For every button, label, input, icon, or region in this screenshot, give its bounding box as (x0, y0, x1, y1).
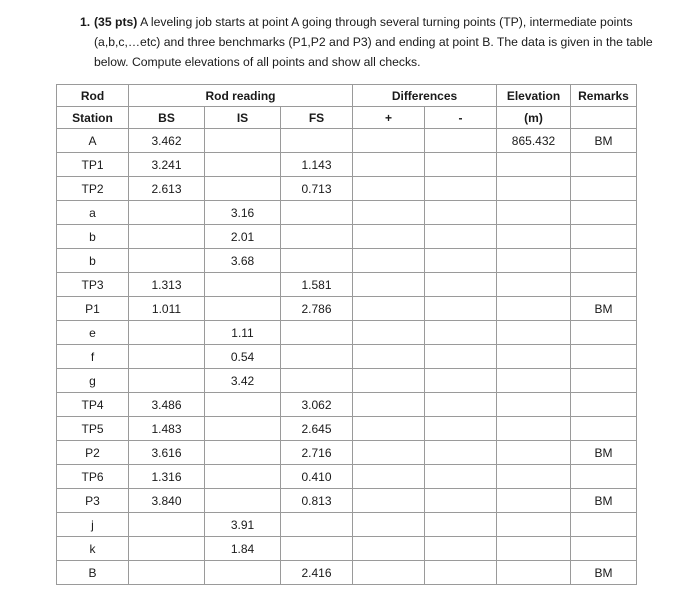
remark-cell (571, 201, 637, 225)
elevation-cell (497, 201, 571, 225)
plus-cell (353, 489, 425, 513)
remark-cell (571, 417, 637, 441)
table-row (57, 537, 637, 561)
header-remarks: Remarks (571, 85, 637, 107)
plus-cell (353, 177, 425, 201)
fs-cell (281, 537, 353, 561)
elevation-cell (497, 273, 571, 297)
table-row (57, 441, 637, 465)
remark-cell (571, 513, 637, 537)
table-row (57, 297, 637, 321)
fs-cell (281, 345, 353, 369)
plus-cell (353, 537, 425, 561)
bs-cell (129, 537, 205, 561)
elevation-cell (497, 441, 571, 465)
is-cell: 1.84 (205, 537, 281, 561)
minus-cell (425, 201, 497, 225)
fs-cell: 0.813 (281, 489, 353, 513)
fs-cell (281, 129, 353, 153)
station-cell: e (57, 321, 129, 345)
remark-cell (571, 537, 637, 561)
station-cell: P2 (57, 441, 129, 465)
elevation-cell (497, 465, 571, 489)
is-cell: 3.68 (205, 249, 281, 273)
station-cell: g (57, 369, 129, 393)
plus-cell (353, 393, 425, 417)
table-row (57, 369, 637, 393)
fs-cell (281, 225, 353, 249)
table-row (57, 201, 637, 225)
elevation-cell (497, 489, 571, 513)
fs-cell (281, 369, 353, 393)
station-cell: P3 (57, 489, 129, 513)
header-elevation: Elevation (497, 85, 571, 107)
question-text: A leveling job starts at point A going through several turning points (TP), intermediate points (a,b,c,…etc) and three benchmarks (P1,P2 and P3) and ending at point B. The data is given in the table below. Compute elevations of all points and show all checks. (94, 15, 653, 69)
minus-cell (425, 177, 497, 201)
fs-cell: 2.645 (281, 417, 353, 441)
fs-cell: 2.716 (281, 441, 353, 465)
header-station: Station (57, 107, 129, 129)
is-cell (205, 153, 281, 177)
is-cell: 3.91 (205, 513, 281, 537)
header-remarks-blank (571, 107, 637, 129)
bs-cell: 1.316 (129, 465, 205, 489)
minus-cell (425, 417, 497, 441)
table-row (57, 561, 637, 585)
elevation-cell (497, 249, 571, 273)
fs-cell: 2.786 (281, 297, 353, 321)
header-rod-reading: Rod reading (129, 85, 353, 107)
table-row (57, 153, 637, 177)
bs-cell: 1.011 (129, 297, 205, 321)
question-text-block (94, 12, 670, 72)
fs-cell: 0.410 (281, 465, 353, 489)
elevation-cell (497, 225, 571, 249)
remark-cell: BM (571, 297, 637, 321)
fs-cell: 3.062 (281, 393, 353, 417)
table-row (57, 393, 637, 417)
minus-cell (425, 537, 497, 561)
table-row (57, 465, 637, 489)
remark-cell (571, 345, 637, 369)
minus-cell (425, 441, 497, 465)
minus-cell (425, 249, 497, 273)
table-row (57, 129, 637, 153)
fs-cell (281, 249, 353, 273)
remark-cell (571, 321, 637, 345)
plus-cell (353, 441, 425, 465)
plus-cell (353, 561, 425, 585)
is-cell (205, 561, 281, 585)
elevation-cell (497, 393, 571, 417)
minus-cell (425, 153, 497, 177)
elevation-cell (497, 561, 571, 585)
elevation-cell (497, 537, 571, 561)
plus-cell (353, 321, 425, 345)
is-cell: 0.54 (205, 345, 281, 369)
header-plus: + (353, 107, 425, 129)
elevation-cell (497, 177, 571, 201)
plus-cell (353, 297, 425, 321)
is-cell (205, 417, 281, 441)
bs-cell (129, 369, 205, 393)
plus-cell (353, 129, 425, 153)
minus-cell (425, 129, 497, 153)
is-cell (205, 393, 281, 417)
elevation-cell (497, 513, 571, 537)
station-cell: B (57, 561, 129, 585)
question-number: 1. (80, 15, 91, 29)
header-differences: Differences (353, 85, 497, 107)
is-cell (205, 177, 281, 201)
elevation-cell (497, 297, 571, 321)
plus-cell (353, 225, 425, 249)
fs-cell: 1.143 (281, 153, 353, 177)
minus-cell (425, 225, 497, 249)
table-row (57, 321, 637, 345)
bs-cell: 1.313 (129, 273, 205, 297)
elevation-cell (497, 369, 571, 393)
header-is: IS (205, 107, 281, 129)
bs-cell (129, 345, 205, 369)
header-bs: BS (129, 107, 205, 129)
elevation-cell (497, 345, 571, 369)
remark-cell (571, 177, 637, 201)
is-cell (205, 297, 281, 321)
bs-cell: 3.616 (129, 441, 205, 465)
table-row (57, 177, 637, 201)
header-fs: FS (281, 107, 353, 129)
station-cell: TP6 (57, 465, 129, 489)
plus-cell (353, 249, 425, 273)
station-cell: TP4 (57, 393, 129, 417)
is-cell (205, 489, 281, 513)
table-row (57, 273, 637, 297)
remark-cell (571, 273, 637, 297)
minus-cell (425, 321, 497, 345)
remark-cell (571, 393, 637, 417)
plus-cell (353, 513, 425, 537)
station-cell: k (57, 537, 129, 561)
bs-cell (129, 561, 205, 585)
minus-cell (425, 297, 497, 321)
remark-cell (571, 465, 637, 489)
station-cell: b (57, 249, 129, 273)
fs-cell (281, 201, 353, 225)
remark-cell (571, 225, 637, 249)
bs-cell: 2.613 (129, 177, 205, 201)
header-row-2 (57, 107, 637, 129)
header-rod: Rod (57, 85, 129, 107)
question-points: (35 pts) (94, 15, 138, 29)
fs-cell: 0.713 (281, 177, 353, 201)
is-cell (205, 129, 281, 153)
minus-cell (425, 369, 497, 393)
plus-cell (353, 369, 425, 393)
station-cell: TP3 (57, 273, 129, 297)
is-cell (205, 441, 281, 465)
is-cell: 2.01 (205, 225, 281, 249)
minus-cell (425, 465, 497, 489)
station-cell: b (57, 225, 129, 249)
is-cell (205, 465, 281, 489)
fs-cell: 1.581 (281, 273, 353, 297)
remark-cell (571, 153, 637, 177)
bs-cell (129, 249, 205, 273)
table-row (57, 417, 637, 441)
table-row (57, 513, 637, 537)
minus-cell (425, 393, 497, 417)
remark-cell: BM (571, 561, 637, 585)
leveling-table (56, 84, 637, 585)
remark-cell: BM (571, 441, 637, 465)
minus-cell (425, 489, 497, 513)
minus-cell (425, 273, 497, 297)
table-row (57, 225, 637, 249)
bs-cell (129, 201, 205, 225)
header-row-1 (57, 85, 637, 107)
bs-cell: 3.241 (129, 153, 205, 177)
plus-cell (353, 465, 425, 489)
bs-cell (129, 225, 205, 249)
minus-cell (425, 561, 497, 585)
remark-cell: BM (571, 489, 637, 513)
bs-cell (129, 513, 205, 537)
bs-cell (129, 321, 205, 345)
station-cell: j (57, 513, 129, 537)
station-cell: TP5 (57, 417, 129, 441)
minus-cell (425, 345, 497, 369)
remark-cell (571, 249, 637, 273)
table-row (57, 249, 637, 273)
minus-cell (425, 513, 497, 537)
station-cell: a (57, 201, 129, 225)
elevation-cell (497, 153, 571, 177)
plus-cell (353, 153, 425, 177)
station-cell: TP1 (57, 153, 129, 177)
table-row (57, 489, 637, 513)
header-minus: - (425, 107, 497, 129)
plus-cell (353, 345, 425, 369)
table-body (57, 129, 637, 585)
elevation-cell (497, 321, 571, 345)
bs-cell: 1.483 (129, 417, 205, 441)
plus-cell (353, 201, 425, 225)
elevation-cell (497, 417, 571, 441)
remark-cell (571, 369, 637, 393)
bs-cell: 3.486 (129, 393, 205, 417)
is-cell: 3.42 (205, 369, 281, 393)
fs-cell: 2.416 (281, 561, 353, 585)
fs-cell (281, 513, 353, 537)
question-block (80, 12, 670, 72)
is-cell: 3.16 (205, 201, 281, 225)
station-cell: f (57, 345, 129, 369)
remark-cell: BM (571, 129, 637, 153)
plus-cell (353, 273, 425, 297)
fs-cell (281, 321, 353, 345)
elevation-cell: 865.432 (497, 129, 571, 153)
is-cell: 1.11 (205, 321, 281, 345)
is-cell (205, 273, 281, 297)
station-cell: TP2 (57, 177, 129, 201)
header-elevation-unit: (m) (497, 107, 571, 129)
bs-cell: 3.462 (129, 129, 205, 153)
table-row (57, 345, 637, 369)
station-cell: P1 (57, 297, 129, 321)
bs-cell: 3.840 (129, 489, 205, 513)
plus-cell (353, 417, 425, 441)
station-cell: A (57, 129, 129, 153)
